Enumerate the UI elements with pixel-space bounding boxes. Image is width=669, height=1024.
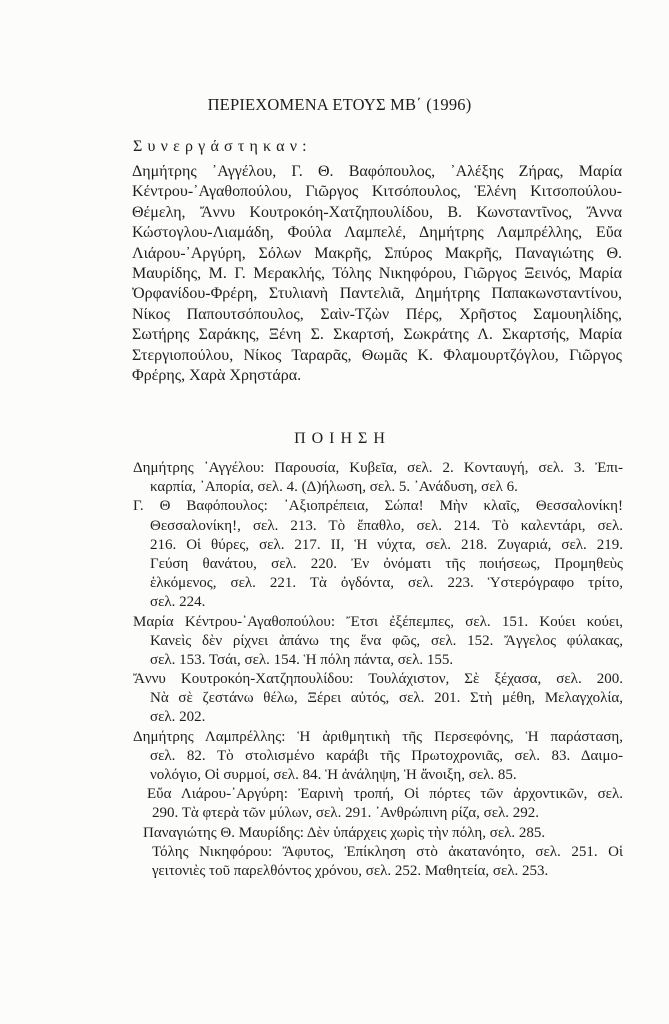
contributors-line: Κέντρου-᾽Αγαθοπούλου, Γιῶργος Κιτσόπουλος, Ἑλένη Κιτσοπούλου- (132, 183, 622, 201)
section-title-poetry: ΠΟΙΗΣΗ (294, 430, 391, 447)
poetry-entry (133, 843, 623, 881)
entry-line: Τόλης Νικηφόρου: Ἄφυτος, Ἐπίκληση στὸ ἀκατανόητο, σελ. 251. Οἱ (152, 843, 623, 860)
entry-line: Γεύση θανάτου, σελ. 220. Ἐν ὀνόματι τῆς ποιήσεως, Προμηθεὺς (150, 555, 623, 572)
entry-line: Γ. Θ Βαφόπουλος: ᾽Αξιοπρέπεια, Σώπα! Μὴν κλαῖς, Θεσσαλονίκη! (133, 498, 623, 515)
contributors-list (132, 162, 622, 386)
poetry-entry (133, 459, 623, 497)
entry-line: σελ. 202. (150, 709, 206, 726)
entry-line: Δημήτρης Λαμπρέλλης: Ἡ ἀριθμητικὴ τῆς Περσεφόνης, Ἡ παράσταση, (133, 728, 623, 745)
entry-line: Μαρία Κέντρου-᾽Αγαθοπούλου: Ἔτσι ἐξέπεμπες, σελ. 151. Κούει κούει, (133, 613, 623, 630)
contributors-line: Δημήτρης ᾽Αγγέλου, Γ. Θ. Βαφόπουλος, ᾽Αλέξης Ζήρας, Μαρία (132, 163, 622, 180)
entry-line: Παναγιώτης Θ. Μαυρίδης: Δὲν ὑπάρχεις χωρὶς τὴν πόλη, σελ. 285. (143, 824, 546, 841)
contributors-line: Μαυρίδης, Μ. Γ. Μερακλής, Τόλης Νικηφόρου, Γιῶργος Ξεινός, Μαρία (132, 264, 622, 282)
poetry-entry (133, 670, 623, 728)
entry-line: γειτονιὲς τοῦ παρελθόντος χρόνου, σελ. 252. Μαθητεία, σελ. 253. (152, 862, 549, 879)
entry-line: νολόγιο, Οἱ συρμοί, σελ. 84. Ἡ ἀνάληψη, Ἡ ἄνοιξη, σελ. 85. (150, 767, 517, 783)
entry-line: σελ. 153. Τσάι, σελ. 154. Ἡ πόλη πάντα, σελ. 155. (150, 651, 454, 668)
contributors-line: Λιάρου-᾽Αργύρη, Σόλων Μακρῆς, Σπύρος Μακρῆς, Παναγιώτης Θ. (132, 244, 622, 262)
entry-line: Νὰ σὲ ζεστάνω θέλω, Ξέρει αὐτός, σελ. 201. Στὴ μέθη, Μελαγχολία, (150, 690, 623, 707)
poetry-entry (133, 613, 623, 671)
entry-line: Δημήτρης ᾽Αγγέλου: Παρουσία, Κυβεῖα, σελ. 2. Κονταυγή, σελ. 3. Ἐπι- (133, 460, 623, 476)
contributors-line: Νίκος Παπουτσόπουλος, Σαὶν-Τζὼν Πέρς, Χρῆστος Σαμουηλίδης, (132, 305, 622, 323)
entry-line: Εὔα Λιάρου-᾽Αργύρη: Ἐαρινὴ τροπή, Οἱ πόρτες τῶν ἀρχοντικῶν, σελ. (147, 786, 623, 803)
contributors-line: Κώστογλου-Λιαμάδη, Φούλα Λαμπελέ, Δημήτρης Λαμπρέλλης, Εὔα (132, 224, 622, 242)
poetry-entries (133, 459, 623, 881)
poetry-entry (133, 824, 623, 843)
contributors-heading: Συνεργάστηκαν: (133, 138, 312, 155)
entry-line: ἑλκόμενος, σελ. 221. Τὰ ὀγδόντα, σελ. 223. Ὑστερόγραφο τρίτο, (150, 575, 623, 592)
contributors-line: Θέμελη, Ἄννυ Κουτροκόη-Χατζηπουλίδου, Β. Κωνσταντῖνος, Ἄννα (132, 203, 622, 221)
page-title: ΠΕΡΙΕΧΟΜΕΝΑ ΕΤΟΥΣ ΜΒ΄ (1996) (207, 95, 472, 114)
entry-line: καρπία, ᾽Απορία, σελ. 4. (Δ)ήλωση, σελ. 5. ᾽Ανάδυση, σελ 6. (150, 479, 518, 496)
entry-line: σελ. 82. Τὸ στολισμένο καράβι τῆς Πρωτοχρονιᾶς, σελ. 83. Δαιμο- (150, 747, 623, 764)
entry-line: σελ. 224. (150, 594, 206, 611)
contributors-line: Φρέρης, Χαρὰ Χρηστάρα. (132, 366, 302, 384)
contributors-line: Στεργιοπούλου, Νίκος Ταραρᾶς, Θωμᾶς Κ. Φλαμουρτζόγλου, Γιῶργος (132, 346, 622, 364)
contributors-line: Σωτήρης Σαράκης, Ξένη Σ. Σκαρτσή, Σωκράτης Λ. Σκαρτσής, Μαρία (132, 326, 622, 344)
contributors-line: Ὀρφανίδου-Φρέρη, Στυλιανὴ Παντελιᾶ, Δημήτρης Παπακωνσταντίνου, (132, 285, 622, 303)
entry-line: 216. Οἱ θύρες, σελ. 217. II, Ἡ νύχτα, σελ. 218. Ζυγαριά, σελ. 219. (150, 536, 623, 553)
poetry-entry (133, 728, 623, 786)
poetry-entry (133, 497, 623, 612)
entry-line: Θεσσαλονίκη!, σελ. 213. Τὸ ἔπαθλο, σελ. 214. Τὸ καλεντάρι, σελ. (150, 517, 623, 534)
entry-line: 290. Τὰ φτερὰ τῶν μύλων, σελ. 291. ᾽Ανθρώπινη ρίζα, σελ. 292. (152, 805, 540, 822)
entry-line: Ἄννυ Κουτροκόη-Χατζηπουλίδου: Τουλάχιστον, Σὲ ξέχασα, σελ. 200. (133, 671, 623, 688)
poetry-entry (133, 785, 623, 823)
entry-line: Κανεὶς δὲν ρίχνει ἀπάνω της ἕνα φῶς, σελ. 152. Ἄγγελος φύλακας, (150, 632, 623, 649)
